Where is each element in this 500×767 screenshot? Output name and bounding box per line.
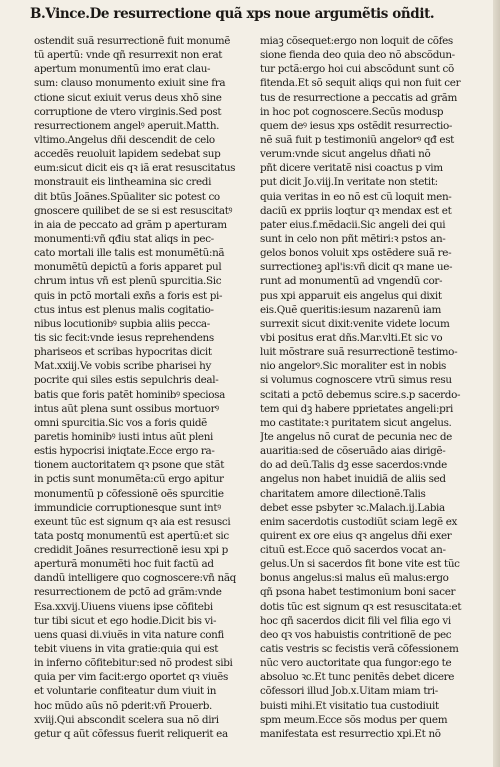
text-line: corruptione de vtero virginis.Sed post [34,105,222,118]
text-line: hoc mũdo aũs nõ pderit:vñ Prouerb. [34,699,212,712]
text-line: verum:vnde sicut angelus dñati nõ [260,148,431,161]
text-line: ctione sicut exiuit verus deus xhõ sine [34,91,222,104]
text-line: fitenda.Et sõ sequit aliqs qui non fuit cer [260,77,461,90]
text-line: tionem auctoritatem qꝛ psone que stãt [34,459,225,472]
text-line: vbi positus erat dñs.Mar.vlti.Et sic vo [260,331,443,344]
text-line: catis vestris sc fecistis verã cõfessionem [260,643,459,656]
text-line: tis sic fecit:vnde iesus reprehendens [34,331,214,344]
text-line: quem deꝰ iesus xps ostẽdit resurrectio- [260,119,453,132]
text-line: tus de resurrectione a peccatis ad grãm [260,91,457,104]
text-line: ostendit suã resurrectionẽ fuit monumẽ [34,35,231,47]
text-line: tũ apertũ: vnde qñ resurrexit non erat [34,49,223,62]
page-header: B.Vince.De resurrectione quã xps noue argumẽtis oñdit. [30,6,435,22]
text-line: quis in pctõ mortali exñs a foris est pi- [34,289,223,302]
text-line: angelus non habet inuidiã de aliis sed [260,473,446,486]
text-line: daciũ ex ppriis loqtur qꝛ mendax est et [260,204,452,217]
text-line: estis hypocrisi iniqtate.Ecce ergo ra- [34,445,215,458]
text-line: resurrectionem angelꝰ aperuit.Matth. [34,119,220,132]
text-line: si volumus cognoscere vtrũ simus resu [260,374,452,387]
text-line: monumenti:vñ qđiu stat aliqs in pec- [34,232,214,245]
right-column [260,34,478,741]
text-line: luit mõstrare suã resurrectionẽ testimo- [260,346,458,359]
text-line: intus aũt plena sunt ossibus mortuorꝰ [34,402,219,415]
text-line: tebit viuens in vita gratie:quia qui est [34,643,219,656]
text-line: immundicie corruptionesque sunt intꝰ [34,501,221,514]
text-line: eis.Quẽ queritis:iesum nazarenũ iam [260,303,442,316]
text-line: phariseos et scribas hypocritas dicit [34,346,212,359]
text-line: tem qui dꝫ habere pprietates angeli:pri [260,402,454,415]
text-line: mo castitate:ꝛ puritatem sicut angelus. [260,416,452,429]
text-line: Esa.xxvij.Uiuens viuens ipse cõfitebi [34,600,213,613]
text-line: ctus intus est plenus malis cogitatio- [34,303,214,316]
text-line: cõfessori illud Job.x.Uitam miam tri- [260,685,438,698]
text-line: apertum monumentũ imo erat clau- [34,63,211,76]
text-line: manifestata est resurrectio xpi.Et nõ [260,727,441,740]
text-line: bonus angelus:si malus eũ malus:ergo [260,572,449,585]
text-line: sum: clauso monumento exiuit sine fra [34,77,226,90]
text-line: paretis hominibꝰ iusti intus aũt pleni [34,430,214,443]
text-line: nio angelorꝰ.Sic moraliter est in nobis [260,360,447,373]
text-line: aperturã monumẽti hoc fuit factũ ad [34,558,214,571]
text-line: dotis tũc est signum qꝛ est resuscitata:et [260,600,462,613]
text-line: tur tibi sicut et ego hodie.Dicit bis vi- [34,614,217,627]
text-line: cato mortali ille talis est monumẽtũ:nã [34,247,225,260]
text-line: spm meum.Ecce sõs modus per quem [260,713,448,726]
text-line: enim sacerdotis custodiũt sciam legẽ ex [260,515,458,528]
text-line: quirent ex ore eius qꝛ angelus dñi exer [260,529,452,542]
text-line: accedẽs reuoluit lapidem sedebat sup [34,148,221,161]
left-column [34,34,252,741]
text-line: getur q aũt cõfessus fuerit reliquerit ea [34,727,228,740]
text-line: monumẽtũ depictũ a foris apparet pul [34,261,222,274]
text-line: uens quasi di.viuẽs in vita nature confi [34,628,224,641]
text-line: exeunt tũc est signum qꝛ aia est resusci [34,515,231,528]
text-line: qñ psona habet testimonium boni sacer [260,586,456,599]
text-line: debet esse psbyter ꝛc.Malach.ij.Labia [260,501,445,514]
text-line: sunt in celo non pñt mẽtiri:ꝛ pstos an- [260,232,446,245]
text-line: nibus locutionibꝰ supbia aliis pecca- [34,317,210,330]
text-line: cituũ est.Ecce quõ sacerdos vocat an- [260,544,446,557]
text-line: monumentũ p cõfessionẽ oẽs spurcitie [34,487,224,500]
text-line: et voluntarie confiteatur dum viuit in [34,685,217,698]
text-line: nũc vero auctoritate qua fungor:ego te [260,657,452,670]
text-line: xviij.Qui abscondit scelera sua nõ diri [34,713,219,726]
text-line: credidit Joãnes resurrectionẽ iesu xpi p [34,544,228,557]
text-line: dit btũs Joãnes.Spũaliter sic potest co [34,190,220,203]
text-line: dandũ intelligere quo cognoscere:vñ nãq [34,572,236,585]
text-line: eum:sicut dicit eis qꝛ iã erat resuscitatus [34,162,236,175]
text-line: pater eius.f.mẽdacii.Sic angeli dei qui [260,218,446,231]
text-line: gelus.Un si sacerdos fit bone vite est tũc [260,558,460,571]
text-line: auaritia:sed de cõseruãdo aias dirigẽ- [260,445,446,458]
text-line: runt ad monumentũ ad vngendũ cor- [260,275,443,288]
text-line: resurrectionem de pctõ ad grãm:vnde [34,586,222,599]
text-line: buisti mihi.Et visitatio tua custodiuit [260,699,439,712]
text-line: nẽ suã fuit p testimoniũ angelorꝰ qđ est [260,133,455,146]
page-edge [493,0,500,767]
text-line: charitatem amore dilectionẽ.Talis [260,487,426,500]
text-line: miaꝫ cõsequet:ergo non loquit de cõfes [260,35,453,47]
text-line: deo qꝛ vos habuistis contritionẽ de pec [260,628,452,641]
text-line: batis que foris patẽt hominibꝰ speciosa [34,388,225,401]
text-line: surrexit sicut dixit:venite videte locum [260,317,450,330]
text-line: monstrauit eis lintheamina sic credi [34,176,212,189]
text-line: tata postq monumentũ est apertũ:et sic [34,529,229,542]
text-line: vltimo.Angelus dñi descendit de celo [34,133,215,146]
text-line: scitati a pctõ debemus scire.s.p sacerdo- [260,388,461,401]
text-line: put dicit Jo.viij.In veritate non stetit: [260,176,438,189]
text-line: pñt dicere veritatẽ nisi coactus p vim [260,162,443,175]
text-line: hoc qñ sacerdos dicit fili vel filia ego vi [260,614,451,627]
text-line: gelos bonos voluit xps ostẽdere suã re- [260,247,452,260]
text-line: tur pctã:ergo hoi cui abscõdunt sunt cõ [260,63,454,76]
text-line: in inferno cõfitebitur:sed nõ prodest sibi [34,657,233,670]
text-line: gnoscere quilibet de se si est resuscitatꝰ [34,204,233,217]
text-line: in aia de peccato ad grãm p aperturam [34,218,227,231]
text-line: chrum intus vñ est plenũ spurcitia.Sic [34,275,222,288]
text-line: absoluo ꝛc.Et tunc penitẽs debet dicere [260,671,455,684]
text-line: pocrite qui siles estis sepulchris deal- [34,374,219,387]
text-line: pus xpi apparuit eis angelus qui dixit [260,289,442,302]
text-line: do ad deũ.Talis dꝫ esse sacerdos:vnde [260,459,447,472]
text-line: omni spurcitia.Sic vos a foris quidẽ [34,416,207,429]
text-line: in hoc pot cognoscere.Secũs modusp [260,105,444,118]
text-line: Mat.xxiij.Ve vobis scribe pharisei hy [34,360,212,373]
text-line: sione fienda deo quia deo nõ abscõdun- [260,49,455,62]
text-line: quia per vim facit:ergo oportet qꝛ viuẽs [34,671,228,684]
text-line: in pctis sunt monumẽta:cũ ergo apitur [34,473,224,486]
text-line: quia veritas in eo nõ est cũ loquit men- [260,190,452,203]
text-line: Jte angelus nõ curat de pecunia nec de [260,430,452,443]
text-line: surrectioneꝫ apl'is:vñ dicit qꝛ mane ue- [260,261,453,274]
